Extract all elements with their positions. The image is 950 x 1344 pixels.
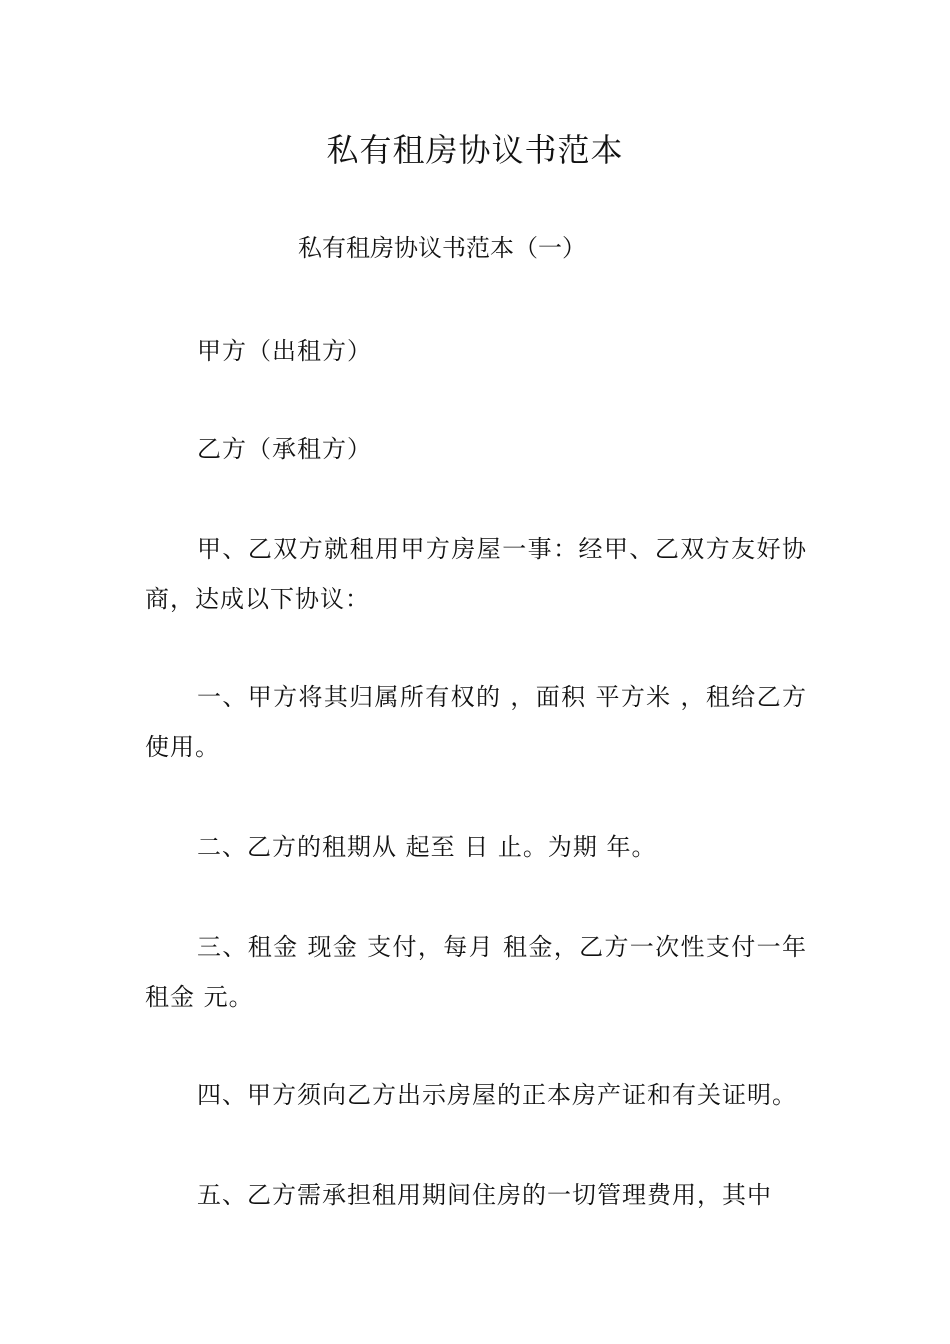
clause-1-paragraph: 一、甲方将其归属所有权的 ，面积 平方米 ，租给乙方使用。 [145,683,807,761]
document-subtitle: 私有租房协议书范本（一） [298,234,586,262]
agreement-intro-paragraph: 甲、乙双方就租用甲方房屋一事：经甲、乙双方友好协商，达成以下协议： [145,535,807,613]
clause-3-paragraph: 三、租金 现金 支付，每月 租金，乙方一次性支付一年租金 元。 [145,933,807,1011]
document-title: 私有租房协议书范本 [326,131,624,169]
party-b-line: 乙方（承租方） [197,435,372,463]
clause-2-paragraph: 二、乙方的租期从 起至 日 止。为期 年。 [197,833,657,861]
party-a-line: 甲方（出租方） [197,337,372,365]
clause-4-paragraph: 四、甲方须向乙方出示房屋的正本房产证和有关证明。 [197,1081,797,1109]
clause-5-paragraph: 五、乙方需承担租用期间住房的一切管理费用，其中 [197,1181,772,1209]
